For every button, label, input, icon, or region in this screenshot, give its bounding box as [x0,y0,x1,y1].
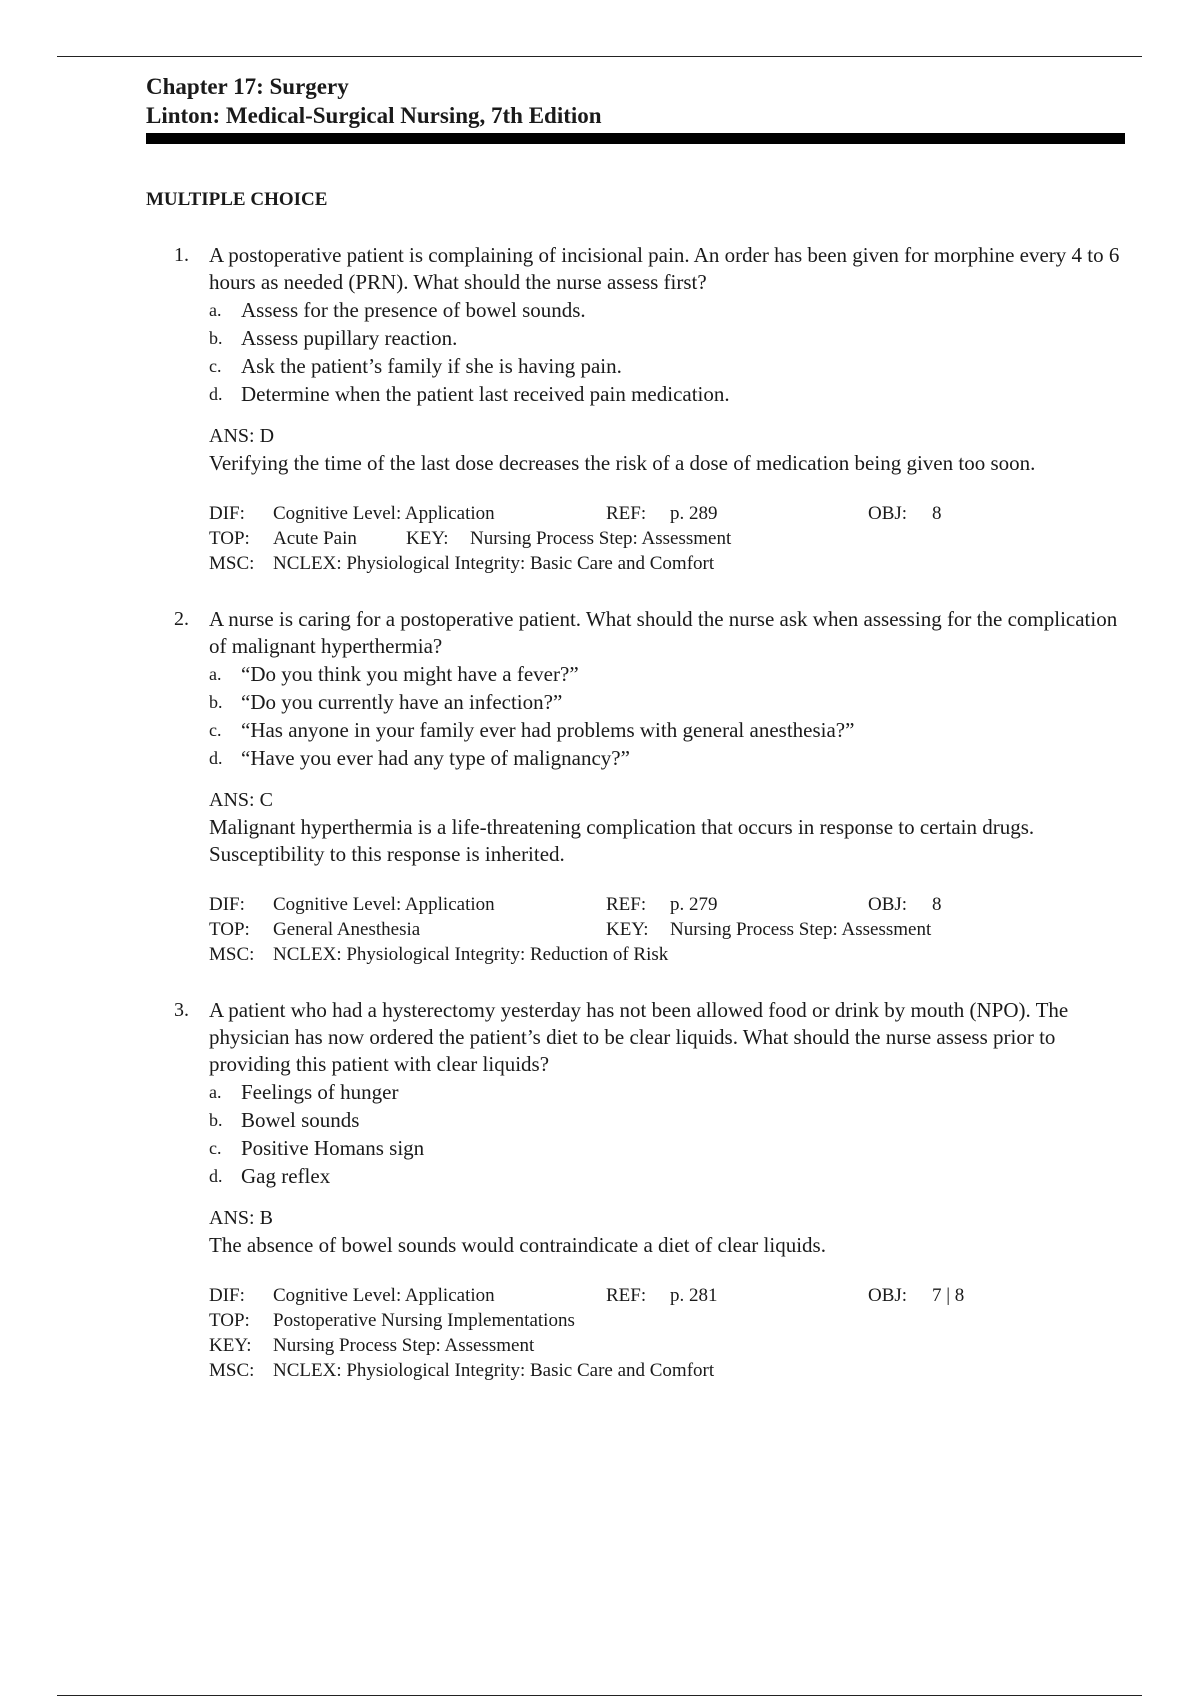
option-list [209,1078,1126,1190]
meta-row [209,1358,1126,1383]
document-body [146,72,1126,1383]
rationale: Malignant hyperthermia is a life-threatening complication that occurs in response to certain drugs. Susceptibility to this response is inherited. [209,815,1035,866]
question-metadata [209,501,1126,576]
question-stem: A patient who had a hysterectomy yesterday has not been allowed food or drink by mouth (NPO). The physician has now ordered the patient’s diet to be clear liquids. What should the nurse assess prior to providing this patient with clear liquids? [209,998,1069,1076]
key-label: KEY: [406,528,449,549]
dif-label: DIF: [209,894,245,915]
option-text: “Has anyone in your family ever had problems with general anesthesia?” [241,718,855,742]
option-text: Determine when the patient last received pain medication. [241,382,730,406]
option-b [209,688,1126,716]
meta-row [209,501,1126,526]
question-number: 1. [174,244,189,266]
question-number: 3. [174,999,189,1021]
option-a [209,296,1126,324]
option-text: “Do you think you might have a fever?” [241,662,579,686]
option-letter: b. [209,328,223,348]
option-letter: a. [209,664,222,684]
obj-value: 8 [932,503,942,524]
option-b [209,1106,1126,1134]
obj-value: 7 | 8 [932,1285,965,1306]
option-letter: b. [209,692,223,712]
option-b [209,324,1126,352]
option-letter: d. [209,748,223,768]
rationale: The absence of bowel sounds would contraindicate a diet of clear liquids. [209,1233,826,1257]
ref-value: p. 279 [670,894,718,915]
option-a [209,660,1126,688]
key-value: Nursing Process Step: Assessment [470,528,732,549]
ref-label: REF: [606,1285,647,1306]
ref-value: p. 289 [670,503,718,524]
meta-row [209,892,1126,917]
key-value: Nursing Process Step: Assessment [273,1335,535,1356]
option-text: Feelings of hunger [241,1080,399,1104]
obj-label: OBJ: [868,1285,908,1306]
msc-label: MSC: [209,553,255,574]
msc-value: NCLEX: Physiological Integrity: Basic Care and Comfort [273,553,715,574]
dif-label: DIF: [209,503,245,524]
msc-value: NCLEX: Physiological Integrity: Basic Care and Comfort [273,1360,715,1381]
question-metadata [209,1283,1126,1383]
question-stem: A postoperative patient is complaining of incisional pain. An order has been given for morphine every 4 to 6 hours as needed (PRN). What should the nurse assess first? [209,243,1120,294]
dif-value: Cognitive Level: Application [273,503,495,524]
option-c [209,352,1126,380]
msc-label: MSC: [209,1360,255,1381]
option-text: Ask the patient’s family if she is having pain. [241,354,622,378]
option-d [209,380,1126,408]
option-text: Bowel sounds [241,1108,360,1132]
meta-row [209,551,1126,576]
key-label: KEY: [606,919,649,940]
question-metadata [209,892,1126,967]
option-text: Positive Homans sign [241,1136,425,1160]
option-letter: a. [209,1082,222,1102]
section-heading: MULTIPLE CHOICE [146,189,328,210]
option-text: Assess for the presence of bowel sounds. [241,298,586,322]
obj-label: OBJ: [868,894,908,915]
option-text: Gag reflex [241,1164,331,1188]
title-underline-bar [146,133,1125,144]
book-title: Linton: Medical-Surgical Nursing, 7th Edition [146,103,602,128]
top-value: Acute Pain [273,528,357,549]
top-rule [57,56,1142,57]
option-text: “Have you ever had any type of malignancy?” [241,746,630,770]
option-c [209,1134,1126,1162]
option-text: “Do you currently have an infection?” [241,690,563,714]
option-c [209,716,1126,744]
ref-value: p. 281 [670,1285,718,1306]
chapter-title: Chapter 17: Surgery [146,74,349,99]
option-letter: b. [209,1110,223,1130]
obj-label: OBJ: [868,503,908,524]
option-letter: a. [209,300,222,320]
dif-value: Cognitive Level: Application [273,1285,495,1306]
answer-key: ANS: D [209,425,275,447]
meta-row [209,942,1126,967]
option-text: Assess pupillary reaction. [241,326,458,350]
dif-label: DIF: [209,1285,245,1306]
answer-key: ANS: C [209,789,273,811]
option-list [209,660,1126,772]
question-3 [146,997,1126,1383]
question-1 [146,242,1126,576]
option-letter: c. [209,356,222,376]
rationale: Verifying the time of the last dose decreases the risk of a dose of medication being given too soon. [209,451,1036,475]
top-label: TOP: [209,1310,250,1331]
question-number: 2. [174,608,189,630]
obj-value: 8 [932,894,942,915]
question-stem: A nurse is caring for a postoperative patient. What should the nurse ask when assessing for the complication of malignant hyperthermia? [209,607,1118,658]
msc-label: MSC: [209,944,255,965]
meta-row [209,526,1126,551]
top-label: TOP: [209,919,250,940]
bottom-rule [57,1695,1142,1696]
option-d [209,1162,1126,1190]
top-value: Postoperative Nursing Implementations [273,1310,575,1331]
question-2 [146,606,1126,967]
ref-label: REF: [606,503,647,524]
meta-row [209,1333,1126,1358]
option-d [209,744,1126,772]
top-value: General Anesthesia [273,919,421,940]
top-label: TOP: [209,528,250,549]
key-label: KEY: [209,1335,252,1356]
meta-row [209,917,1126,942]
option-letter: c. [209,1138,222,1158]
dif-value: Cognitive Level: Application [273,894,495,915]
ref-label: REF: [606,894,647,915]
meta-row [209,1308,1126,1333]
option-letter: d. [209,1166,223,1186]
option-letter: c. [209,720,222,740]
key-value: Nursing Process Step: Assessment [670,919,932,940]
option-a [209,1078,1126,1106]
option-list [209,296,1126,408]
option-letter: d. [209,384,223,404]
answer-key: ANS: B [209,1207,273,1229]
meta-row [209,1283,1126,1308]
msc-value: NCLEX: Physiological Integrity: Reduction of Risk [273,944,669,965]
